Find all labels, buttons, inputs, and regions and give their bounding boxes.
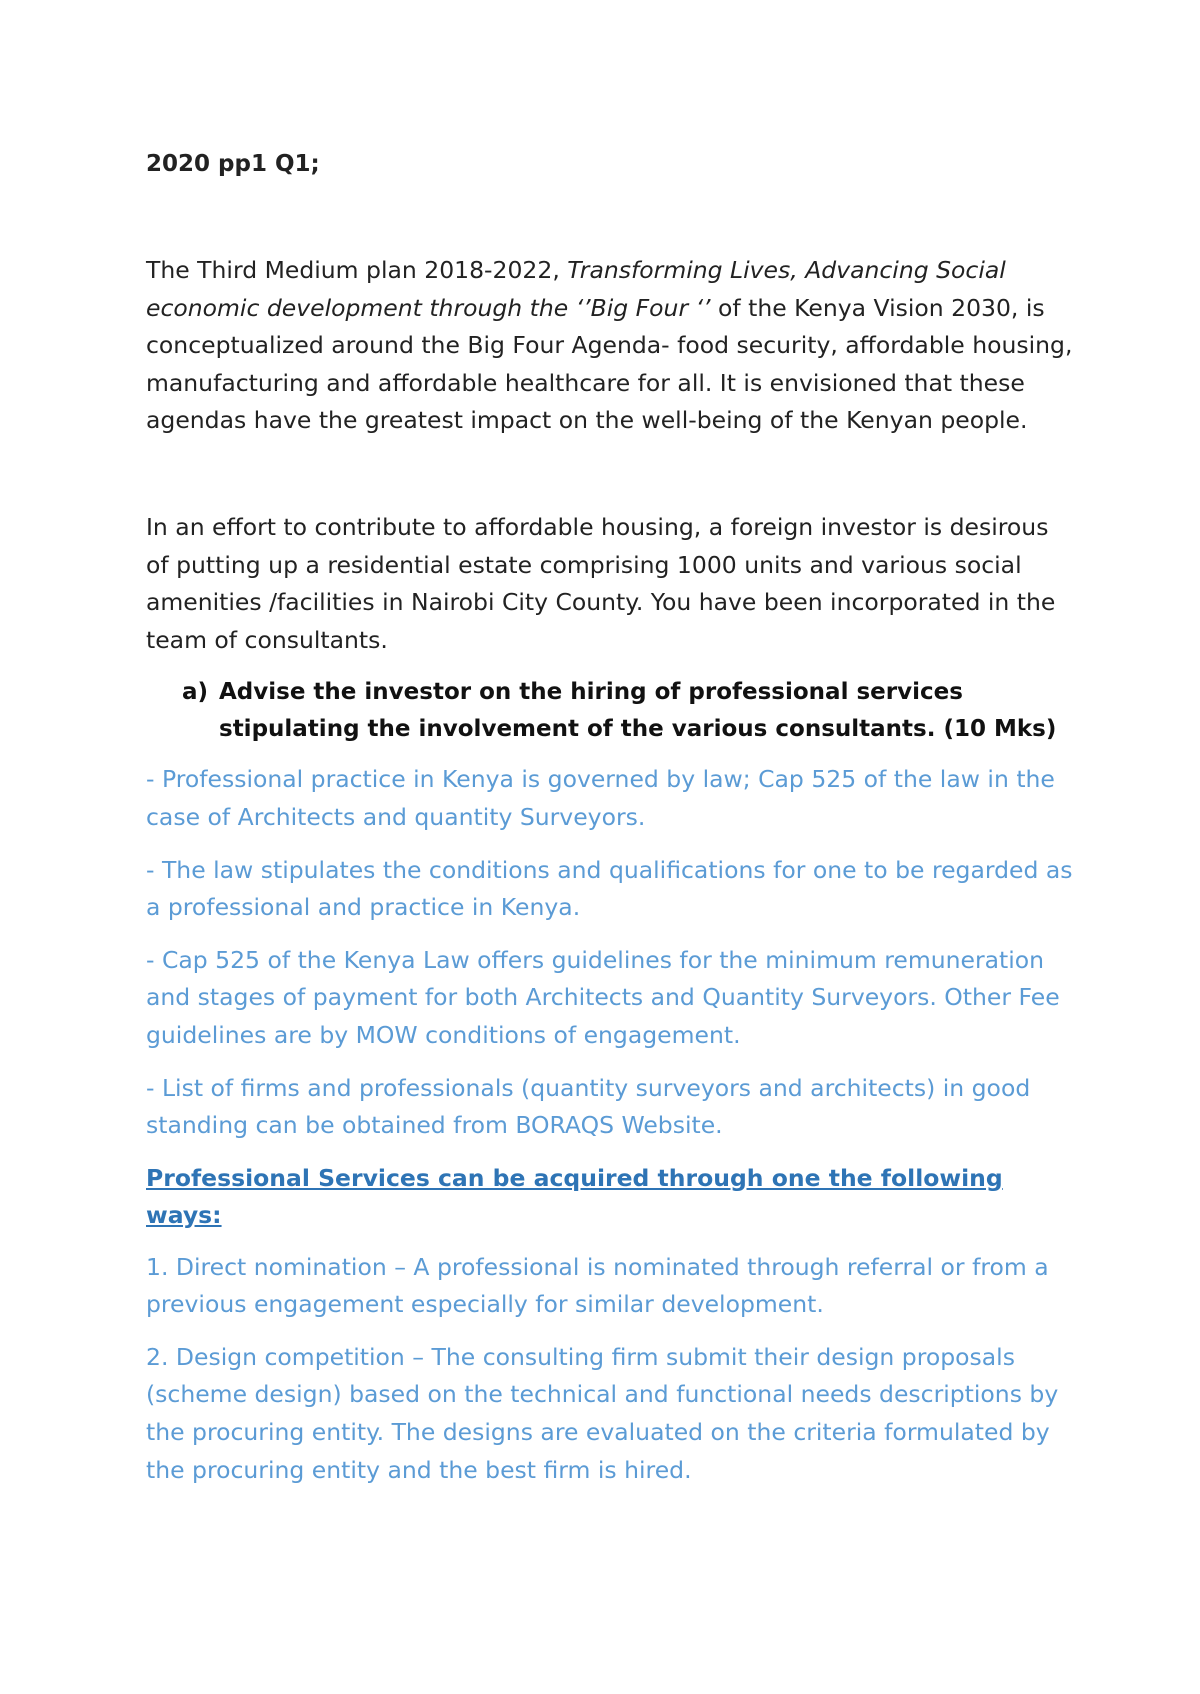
context-paragraph: In an effort to contribute to affordable housing, a foreign investor is desirous of putting up a residential estate comprising 1000 units and various social amenities /facilities in Nairobi City County. You have been incorporated in the team of consultants.: [146, 512, 1056, 654]
intro-italic-title: Transforming Lives, Advancing Social economic development through the ‘’Big Four ‘’: [146, 256, 1006, 322]
intro-paragraph: [146, 252, 1076, 440]
method-item: 2. Design competition – The consulting firm submit their design proposals (scheme design) based on the technical and functional needs descriptions by the procuring entity. The designs are evaluated on the criteria formulated by the procuring entity and the best firm is hired.: [146, 1342, 1059, 1484]
section-title: Professional Services can be acquired through one the following ways:: [146, 1163, 1003, 1229]
answer-point: - Cap 525 of the Kenya Law offers guidelines for the minimum remuneration and stages of payment for both Architects and Quantity Surveyors. Other Fee guidelines are by MOW conditions of engagement.: [146, 945, 1060, 1049]
question-marker: a): [182, 679, 209, 706]
question-a: [182, 674, 1076, 748]
answer-point: - List of firms and professionals (quantity surveyors and architects) in good standing can be obtained from BORAQS Website.: [146, 1073, 1031, 1140]
answer-point: - Professional practice in Kenya is governed by law; Cap 525 of the law in the case of Architects and quantity Surveyors.: [146, 765, 1055, 831]
document-body: [146, 146, 1076, 1504]
intro-text-end: of the Kenya Vision 2030, is conceptualized around the Big Four Agenda- food security, affordable housing, manufacturing and affordable healthcare for all. It is envisioned that these agendas have the greatest impact on the well-being of the Kenyan people.: [146, 293, 1073, 435]
answer-point: - The law stipulates the conditions and qualifications for one to be regarded as a professional and practice in Kenya.: [146, 855, 1073, 922]
method-item: 1. Direct nomination – A professional is nominated through referral or from a previous engagement especially for similar development.: [146, 1252, 1049, 1319]
intro-text-start: The Third Medium plan 2018-2022,: [146, 256, 568, 284]
question-text: Advise the investor on the hiring of professional services stipulating the involvement of the various consultants. (10 Mks): [219, 679, 1057, 743]
document-heading: 2020 pp1 Q1;: [146, 151, 320, 177]
